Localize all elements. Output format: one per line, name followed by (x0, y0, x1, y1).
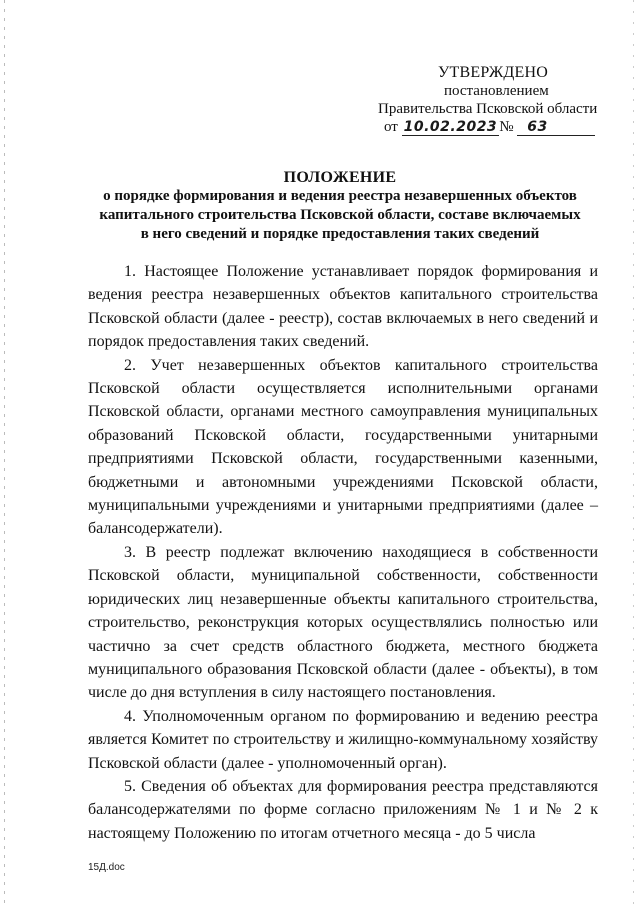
scan-edge-right (633, 0, 634, 905)
approval-date-line (360, 118, 610, 136)
handwritten-number: 63 (517, 119, 595, 136)
footer-file-name: 15Д.doc (88, 862, 125, 873)
document-body (88, 260, 598, 845)
paragraph-5: 5. Сведения об объектах для формирования реестра представляются балансодержателями по форме согласно приложениям № 1 и № 2 к настоящему Положению по итогам отчетного месяца - до 5 числа (88, 777, 598, 842)
approval-block (360, 64, 610, 136)
document-subtitle-line-2: капитального строительства Псковской области, составе включаемых (99, 207, 581, 223)
document-title: ПОЛОЖЕНИЕ (283, 169, 397, 186)
approval-title: УТВЕРЖДЕНО (438, 64, 549, 81)
date-prefix: от (384, 119, 398, 135)
paragraph-2: 2. Учет незавершенных объектов капитального строительства Псковской области осуществляется исполнительными органами Псковской области, органами местного самоуправления муниципальных образований Псковской области, государственными унитарными предприятиями Псковской области, государственными казенными, бюджетными и автономными учреждениями Псковской области, муниципальными учреждениями и унитарными предприятиями (далее – балансодержатели). (88, 356, 598, 538)
approval-line-government: Правительства Псковской области (378, 101, 598, 117)
paragraph-3: 3. В реестр подлежат включению находящиеся в собственности Псковской области, муниципальной собственности, собственности юридических лиц незавершенные объекты капитального строительства, строительство, реконструкция которых осуществлялись полностью или частично за счет средств областного бюджета, местного бюджета муниципального образования Псковской области (далее - объекты), в том числе до дня вступления в силу настоящего постановления. (88, 543, 598, 702)
paragraph-4: 4. Уполномоченным органом по формированию и ведению реестра является Комитет по строительству и жилищно-коммунальному хозяйству Псковской области (далее - уполномоченный орган). (88, 707, 598, 772)
document-subtitle-line-1: о порядке формирования и ведения реестра незавершенных объектов (103, 188, 577, 204)
approval-line-resolution: постановлением (444, 83, 549, 99)
document-subtitle-line-3: в него сведений и порядке предоставления таких сведений (140, 226, 540, 242)
paragraph-1: 1. Настоящее Положение устанавливает порядок формирования и ведения реестра незавершенных объектов капитального строительства Псковской области (далее - реестр), состав включаемых в него сведений и порядок предоставления таких сведений. (88, 263, 598, 351)
scan-edge-left (4, 0, 5, 905)
handwritten-date: 10.02.2023 (403, 119, 498, 135)
document-heading (60, 168, 620, 244)
number-sign: № (499, 119, 514, 135)
